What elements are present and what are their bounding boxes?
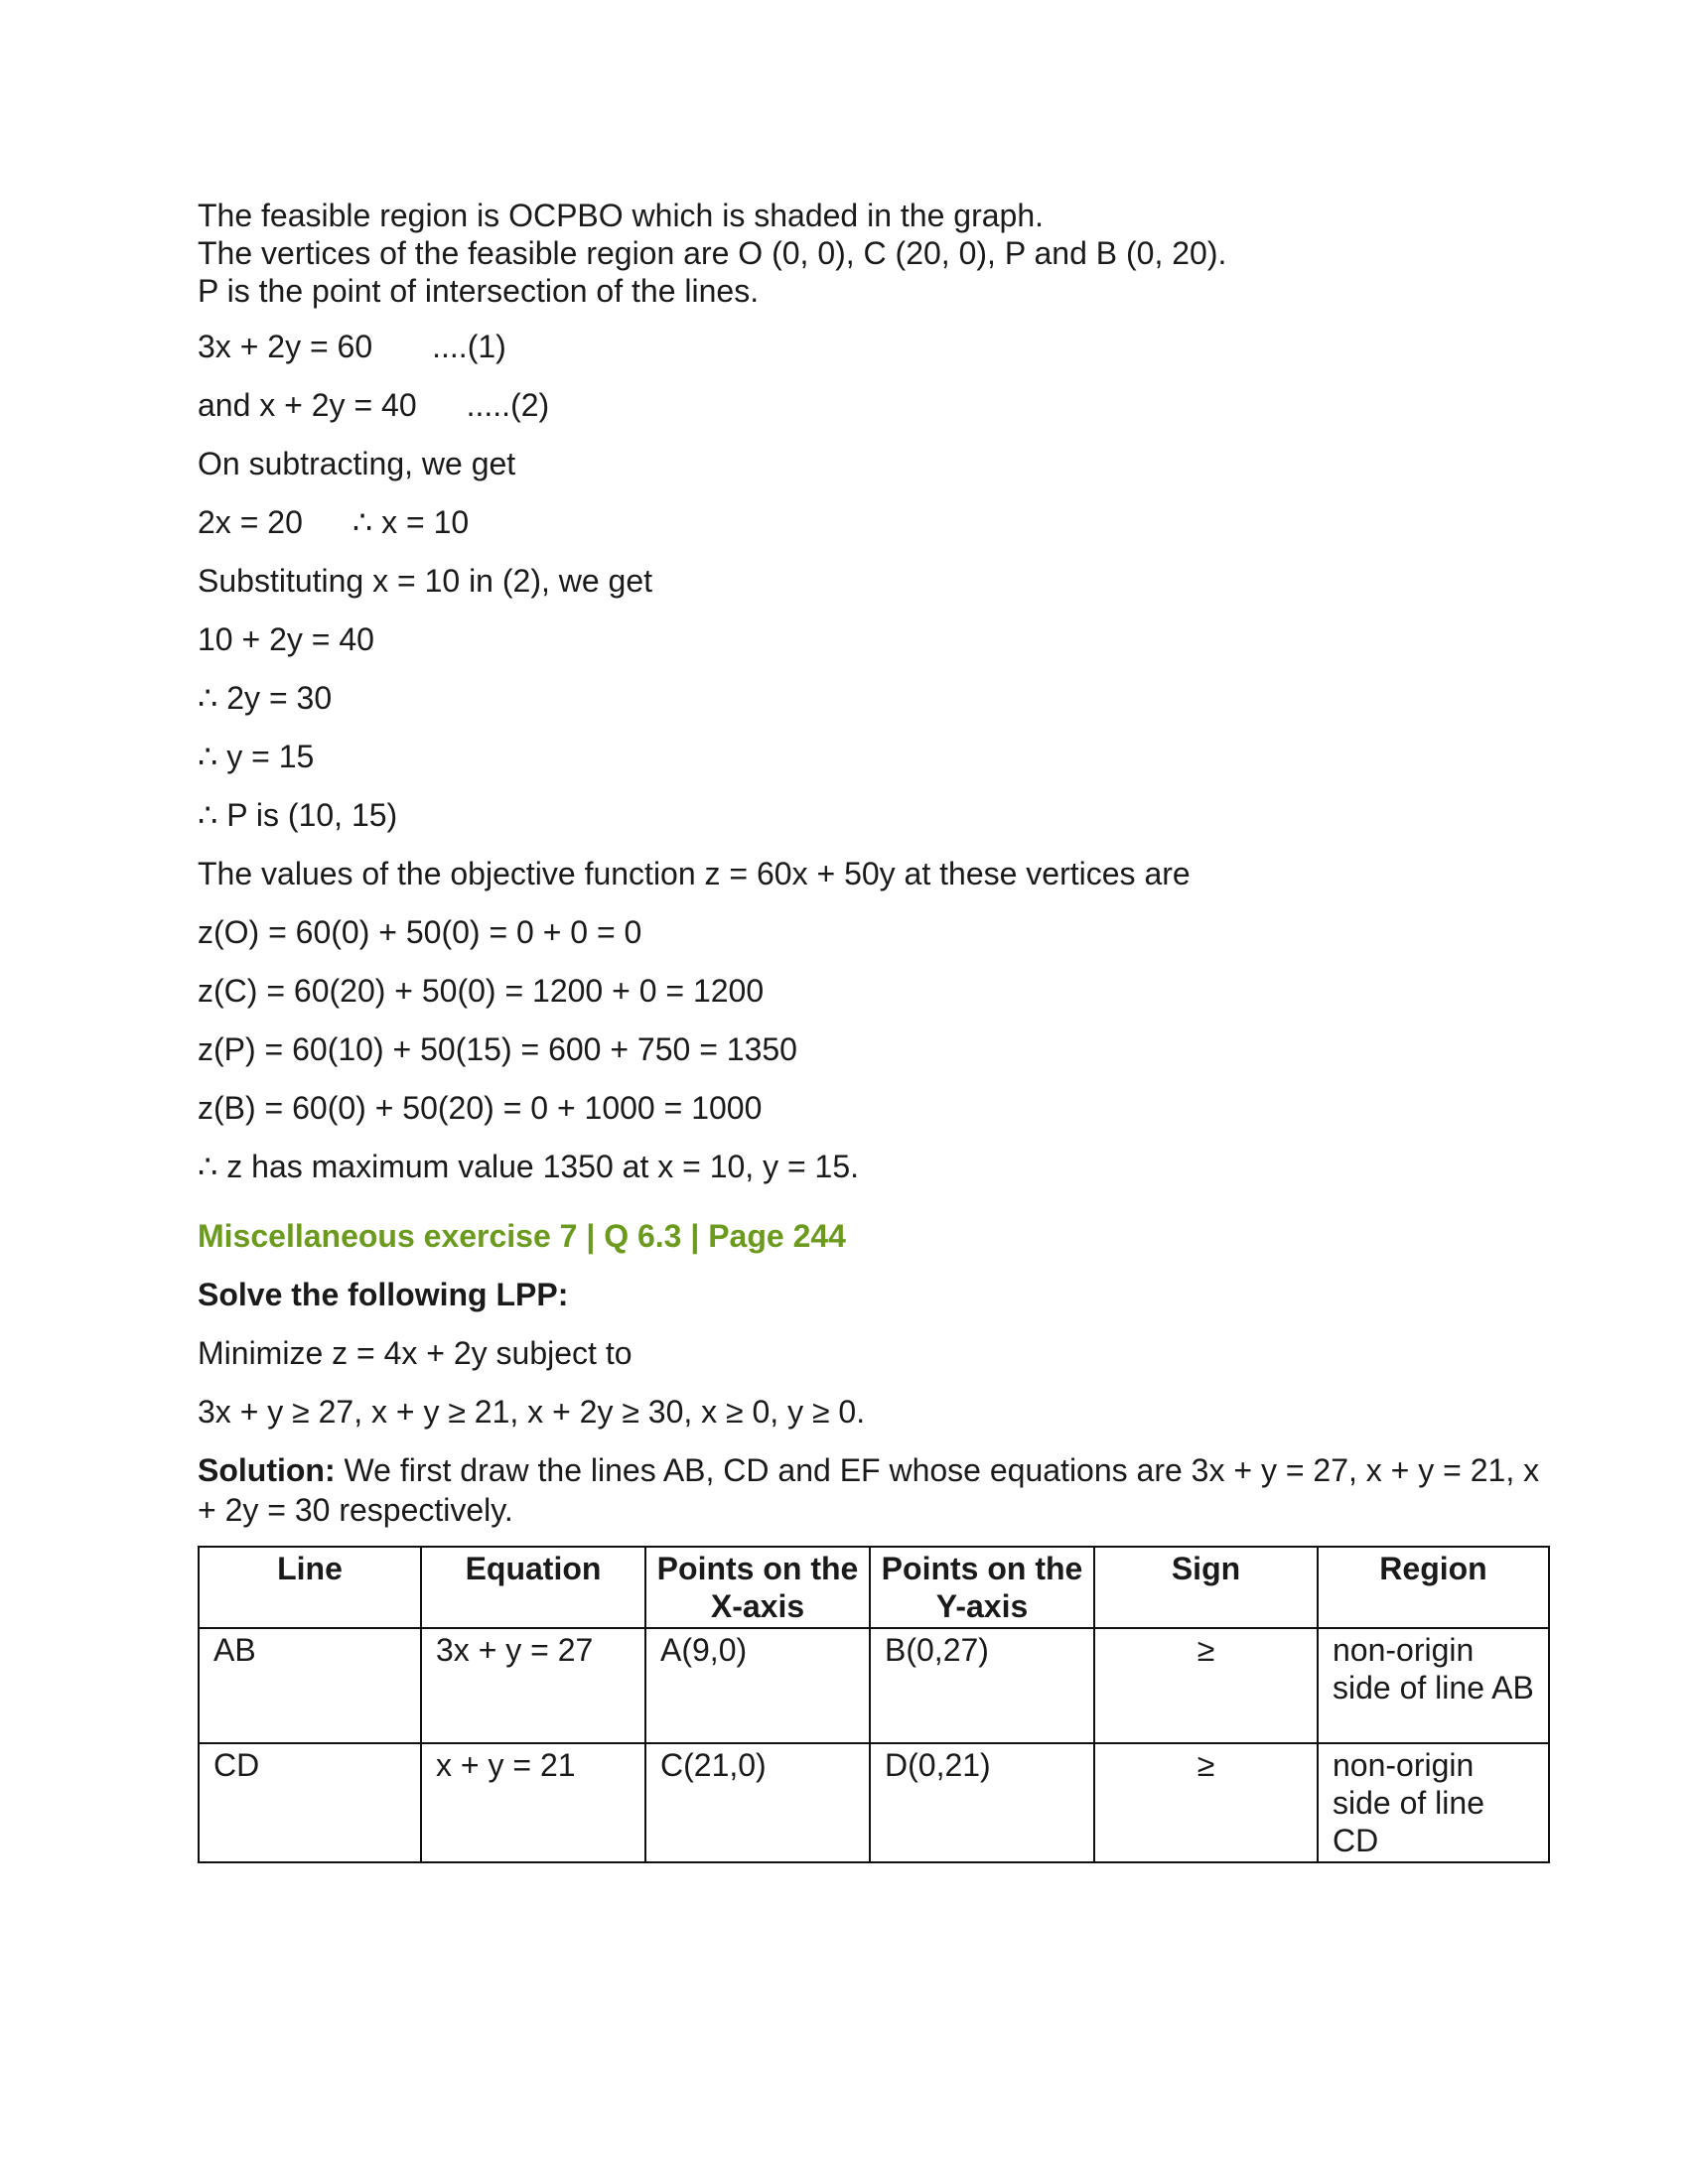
table-cell: A(9,0) [645,1628,870,1743]
table-cell: ≥ [1094,1743,1318,1862]
table-cell: non-origin side of line AB [1318,1628,1549,1743]
table-header-cell: Points on the Y-axis [870,1547,1094,1628]
step-zC: z(C) = 60(20) + 50(0) = 1200 + 0 = 1200 [198,973,765,1009]
step-result [198,502,1548,542]
intro-line-3: P is the point of intersection of the lines. [198,273,760,309]
step-subtracting: On subtracting, we get [198,446,516,481]
solution-label: Solution: [198,1452,336,1488]
step-s3: ∴ y = 15 [198,739,315,774]
lines-table [198,1546,1550,1863]
table-cell: 3x + y = 27 [421,1628,645,1743]
intro-line-1: The feasible region is OCPBO which is shaded in the graph. [198,198,1045,233]
equation-2 [198,385,1548,425]
table-cell: CD [199,1743,421,1862]
table-header-cell: Sign [1094,1547,1318,1628]
equation-1 [198,327,1548,366]
equation-1-expr: 3x + 2y = 60 [198,329,373,364]
step-result-left: 2x = 20 [198,504,303,540]
table-row [199,1628,1549,1743]
table-cell: D(0,21) [870,1743,1094,1862]
solution-paragraph [198,1450,1548,1530]
table-cell: C(21,0) [645,1743,870,1862]
equation-1-tag: ....(1) [432,329,506,364]
solution-text: We first draw the lines AB, CD and EF whose equations are 3x + y = 27, x + y = 21, x + 2y = 30 respectively. [198,1452,1540,1528]
equation-2-tag: .....(2) [466,387,550,423]
step-s1: 10 + 2y = 40 [198,621,374,657]
table-row [199,1743,1549,1862]
step-zB: z(B) = 60(0) + 50(20) = 0 + 1000 = 1000 [198,1090,763,1126]
exercise-title: Solve the following LPP: [198,1277,569,1312]
step-zP: z(P) = 60(10) + 50(15) = 600 + 750 = 1350 [198,1031,797,1067]
step-zO: z(O) = 60(0) + 50(0) = 0 + 0 = 0 [198,914,642,950]
step-result-right: ∴ x = 10 [352,504,470,540]
intro-line-2: The vertices of the feasible region are O (0, 0), C (20, 0), P and B (0, 20). [198,235,1227,271]
exercise-line-1: Minimize z = 4x + 2y subject to [198,1335,633,1371]
table-cell: AB [199,1628,421,1743]
table-header-cell: Line [199,1547,421,1628]
step-s4: ∴ P is (10, 15) [198,797,398,833]
step-substituting: Substituting x = 10 in (2), we get [198,563,653,599]
table-header-cell: Points on the X-axis [645,1547,870,1628]
table-cell: x + y = 21 [421,1743,645,1862]
exercise-line-2: 3x + y ≥ 27, x + y ≥ 21, x + 2y ≥ 30, x ≥ 0, y ≥ 0. [198,1394,866,1430]
table-cell: ≥ [1094,1628,1318,1743]
table-header-cell: Region [1318,1547,1549,1628]
intro-paragraph [198,197,1548,310]
step-s2: ∴ 2y = 30 [198,680,333,716]
table-header-row [199,1547,1549,1628]
table-cell: B(0,27) [870,1628,1094,1743]
step-conclusion: ∴ z has maximum value 1350 at x = 10, y = 15. [198,1149,860,1184]
exercise-heading-link[interactable]: Miscellaneous exercise 7 | Q 6.3 | Page 244 [198,1218,846,1254]
step-objective: The values of the objective function z = 60x + 50y at these vertices are [198,856,1191,891]
table-header-cell: Equation [421,1547,645,1628]
document-page [198,197,1548,1863]
table-cell: non-origin side of line CD [1318,1743,1549,1862]
equation-2-expr: and x + 2y = 40 [198,387,417,423]
